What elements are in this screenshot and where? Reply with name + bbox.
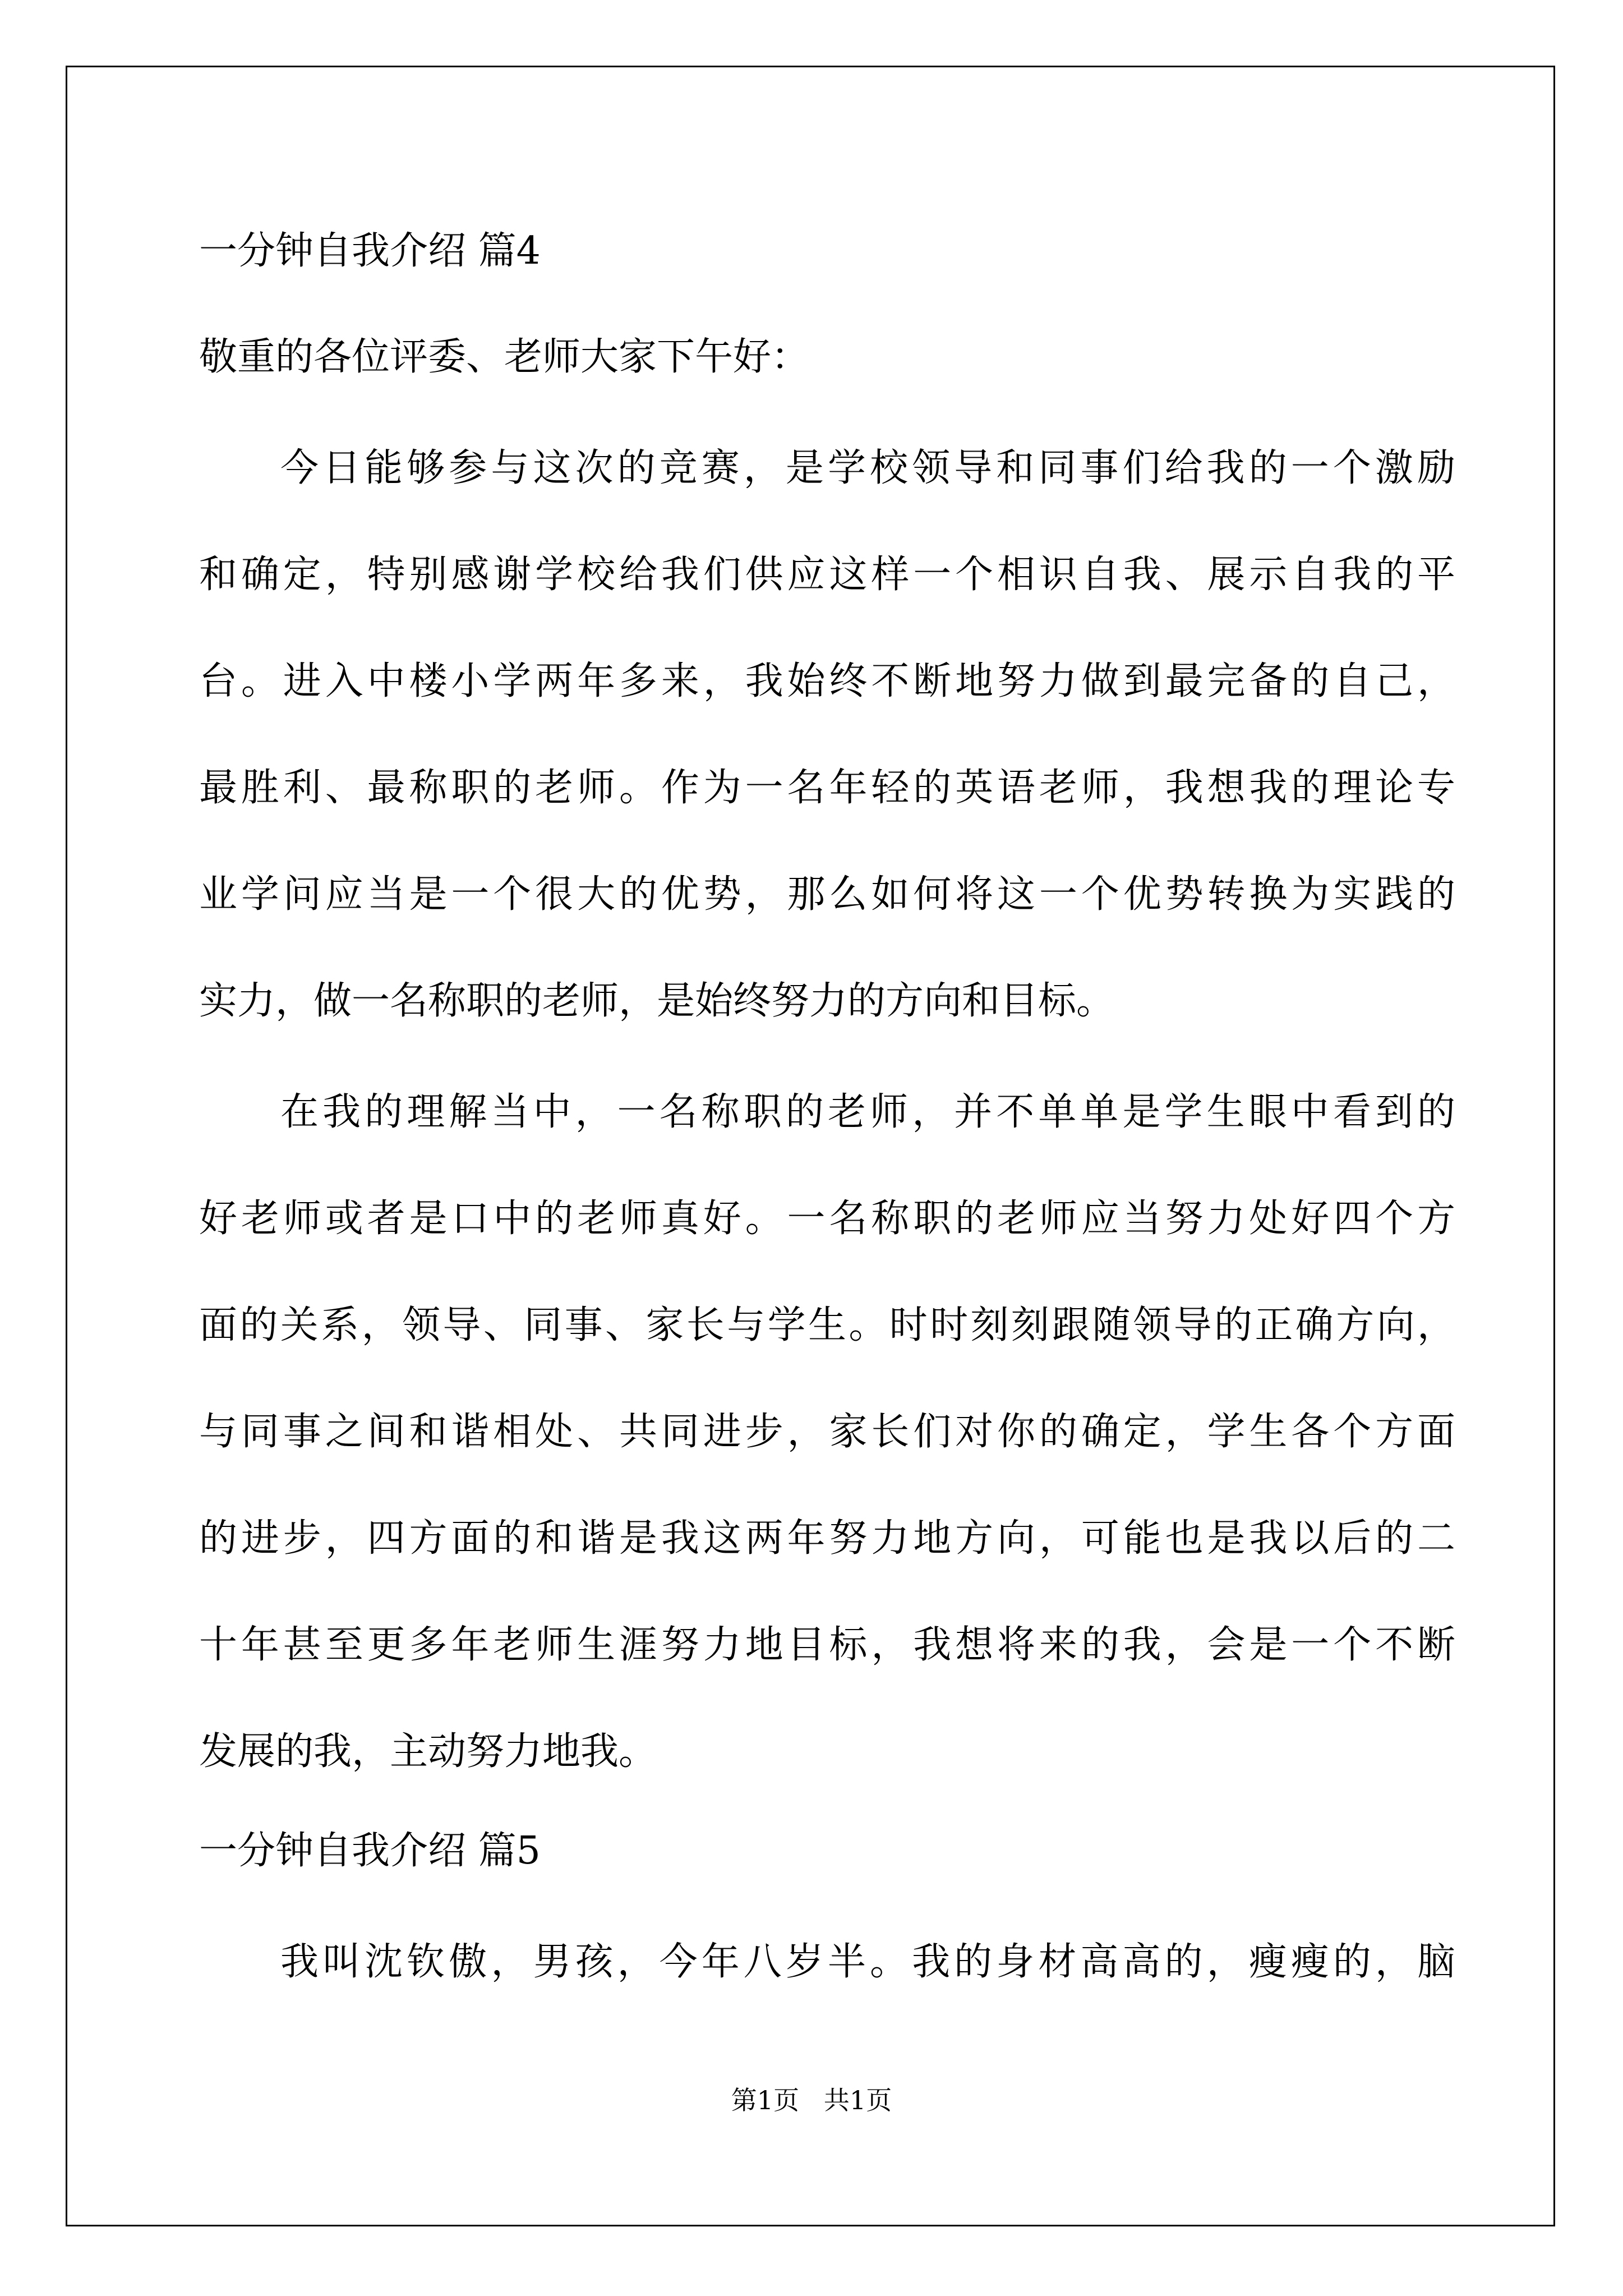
section-heading-4: 一分钟自我介绍 篇4 (199, 229, 541, 273)
paragraph-line: 业学问应当是一个很大的优势，那么如何将这一个优势转换为实践的 (199, 872, 1455, 917)
paragraph-line: 和确定，特别感谢学校给我们供应这样一个相识自我、展示自我的平 (199, 553, 1455, 597)
paragraph-line: 与同事之间和谐相处、共同进步，家长们对你的确定，学生各个方面 (199, 1410, 1455, 1454)
paragraph-line: 我叫沈钦傲，男孩，今年八岁半。我的身材高高的，瘦瘦的，脑 (280, 1940, 1455, 1984)
section-heading-5: 一分钟自我介绍 篇5 (199, 1829, 541, 1873)
page-border (66, 66, 1555, 2226)
paragraph-line: 面的关系，领导、同事、家长与学生。时时刻刻跟随领导的正确方向， (199, 1303, 1455, 1347)
paragraph-line: 发展的我，主动努力地我。 (199, 1729, 657, 1774)
paragraph-line: 在我的理解当中，一名称职的老师，并不单单是学生眼中看到的 (280, 1090, 1455, 1134)
paragraph-line: 的进步，四方面的和谐是我这两年努力地方向，可能也是我以后的二 (199, 1516, 1455, 1561)
paragraph-line: 实力，做一名称职的老师，是始终努力的方向和目标。 (199, 979, 1115, 1023)
page-footer: 第1页 共1页 (731, 2085, 892, 2115)
paragraph-line: 今日能够参与这次的竞赛，是学校领导和同事们给我的一个激励 (280, 446, 1455, 490)
paragraph-line: 台。进入中楼小学两年多来，我始终不断地努力做到最完备的自己， (199, 659, 1455, 703)
paragraph-line: 最胜利、最称职的老师。作为一名年轻的英语老师，我想我的理论专 (199, 766, 1455, 810)
paragraph-line: 十年甚至更多年老师生涯努力地目标，我想将来的我，会是一个不断 (199, 1623, 1455, 1667)
salutation: 敬重的各位评委、老师大家下午好： (199, 335, 810, 379)
paragraph-line: 好老师或者是口中的老师真好。一名称职的老师应当努力处好四个方 (199, 1197, 1455, 1241)
